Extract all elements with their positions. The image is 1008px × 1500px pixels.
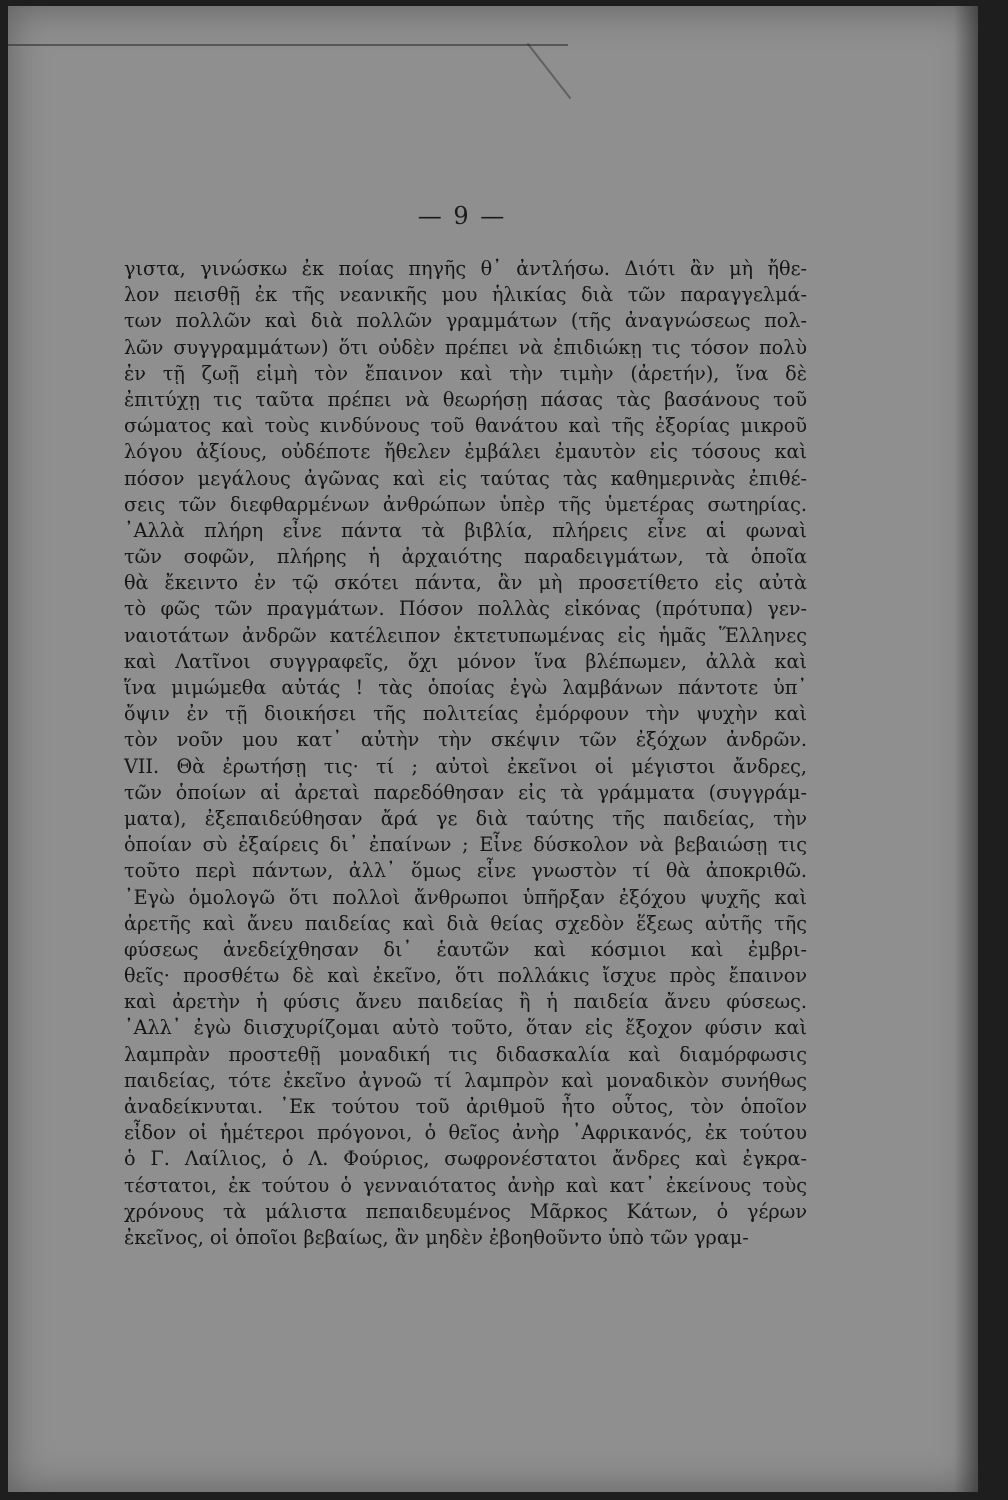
text-line: λῶν συγγραμμάτων) ὅτι οὐδὲν πρέπει νὰ ἐπιδιώκῃ τις τόσον πολὺ (124, 335, 807, 359)
text-line: ἵνα μιμώμεθα αὐτάς ! τὰς ὁποίας ἐγὼ λαμβάνων πάντοτε ὑπ᾽ (124, 676, 807, 699)
text-line: τῶν ὁποίων αἱ ἀρεταὶ παρεδόθησαν εἰς τὰ γράμματα (συγγράμ- (124, 780, 807, 804)
text-line: τῶν σοφῶν, πλήρης ἡ ἀρχαιότης παραδειγμάτων, τὰ ὁποῖα (124, 545, 807, 569)
text-line: ὁ Γ. Λαίλιος, ὁ Λ. Φούριος, σωφρονέστατοι ἄνδρες καὶ ἐγκρα- (124, 1147, 807, 1171)
text-line: τέστατοι, ἐκ τούτου ὁ γενναιότατος ἀνὴρ καὶ κατ᾽ ἐκείνους τοὺς (124, 1173, 807, 1197)
text-line: φύσεως ἀνεδείχθησαν δι᾽ ἑαυτῶν καὶ κόσμιοι καὶ ἐμβρι- (124, 937, 807, 961)
text-line: λόγου ἀξίους, οὐδέποτε ἤθελεν ἐμβάλει ἐμαυτὸν εἰς τόσους καὶ (124, 440, 807, 464)
text-line: θὰ ἔκειντο ἐν τῷ σκότει πάντα, ἂν μὴ προσετίθετο εἰς αὐτὰ (124, 571, 807, 595)
page-fold-mark (8, 44, 568, 46)
text-line: ᾽Αλλ᾽ ἐγὼ διισχυρίζομαι αὐτὸ τοῦτο, ὅταν εἰς ἔξοχον φύσιν καὶ (124, 1016, 807, 1040)
text-line: ματα), ἐξεπαιδεύθησαν ἄρά γε διὰ ταύτης τῆς παιδείας, τὴν (124, 806, 807, 830)
text-line: θεῖς· προσθέτω δὲ καὶ ἐκεῖνο, ὅτι πολλάκις ἴσχυε πρὸς ἔπαινον (124, 964, 807, 988)
text-line: ᾽Εγὼ ὁμολογῶ ὅτι πολλοὶ ἄνθρωποι ὑπῆρξαν ἐξόχου ψυχῆς καὶ (124, 885, 807, 909)
text-line: λον πεισθῇ ἐκ τῆς νεανικῆς μου ἡλικίας διὰ τῶν παραγγελμά- (124, 283, 807, 307)
page-number: — 9 — (417, 202, 507, 230)
text-line: παιδείας, τότε ἐκεῖνο ἀγνοῶ τί λαμπρὸν καὶ μοναδικὸν συνήθως (124, 1068, 807, 1092)
text-line: ἐν τῇ ζωῇ εἰμὴ τὸν ἔπαινον καὶ τὴν τιμὴν (ἀρετήν), ἵνα δὲ (124, 361, 807, 385)
text-line: εἶδον οἱ ἡμέτεροι πρόγονοι, ὁ θεῖος ἀνὴρ ᾽Αφρικανός, ἐκ τούτου (124, 1121, 807, 1145)
text-line: γιστα, γινώσκω ἐκ ποίας πηγῆς θ᾽ ἀντλήσω. Διότι ἂν μὴ ἤθε- (124, 257, 807, 280)
text-line: καὶ Λατῖνοι συγγραφεῖς, ὄχι μόνον ἵνα βλέπωμεν, ἀλλὰ καὶ (124, 649, 807, 673)
text-line: ναιοτάτων ἀνδρῶν κατέλειπον ἐκτετυπωμένας εἰς ἡμᾶς Ἕλληνες (124, 623, 807, 647)
text-line: πόσον μεγάλους ἀγῶνας καὶ εἰς ταύτας τὰς καθημερινὰς ἐπιθέ- (124, 466, 807, 490)
text-line: ἐκεῖνος, οἱ ὁποῖοι βεβαίως, ἂν μηδὲν ἐβοηθοῦντο ὑπὸ τῶν γραμ- (124, 1225, 749, 1249)
text-line: ἀναδείκνυται. ᾽Εκ τούτου τοῦ ἀριθμοῦ ἦτο οὗτος, τὸν ὁποῖον (124, 1095, 807, 1118)
text-line: ἀρετῆς καὶ ἄνευ παιδείας καὶ διὰ θείας σχεδὸν ἕξεως αὐτῆς τῆς (124, 911, 807, 935)
scanned-page (8, 6, 978, 1492)
text-line: τὸν νοῦν μου κατ᾽ αὐτὴν τὴν σκέψιν τῶν ἐξόχων ἀνδρῶν. (124, 728, 807, 752)
text-line: ὁποίαν σὺ ἐξαίρεις δι᾽ ἐπαίνων ; Εἶνε δύσκολον νὰ βεβαιώσῃ τις (124, 833, 807, 857)
text-line: τὸ φῶς τῶν πραγμάτων. Πόσον πολλὰς εἰκόνας (πρότυπα) γεν- (124, 597, 807, 621)
text-line: τοῦτο περὶ πάντων, ἀλλ᾽ ὅμως εἶνε γνωστὸν τί θὰ ἀποκριθῶ. (124, 859, 807, 883)
text-line: των πολλῶν καὶ διὰ πολλῶν γραμμάτων (τῆς ἀναγνώσεως πολ- (124, 309, 807, 333)
page-crease-mark (527, 43, 572, 99)
text-line: χρόνους τὰ μάλιστα πεπαιδευμένος Μᾶρκος Κάτων, ὁ γέρων (124, 1199, 807, 1223)
text-line: VII. Θὰ ἐρωτήσῃ τις· τί ; αὐτοὶ ἐκεῖνοι οἱ μέγιστοι ἄνδρες, (124, 754, 807, 778)
text-line: ἐπιτύχῃ τις ταῦτα πρέπει νὰ θεωρήσῃ πάσας τὰς βασάνους τοῦ (124, 387, 807, 411)
text-line: λαμπρὰν προστεθῇ μοναδική τις διδασκαλία καὶ διαμόρφωσις (124, 1042, 807, 1066)
body-text (124, 256, 807, 1251)
text-line: σώματος καὶ τοὺς κινδύνους τοῦ θανάτου καὶ τῆς ἐξορίας μικροῦ (124, 414, 807, 438)
page-edge-shadow (954, 6, 978, 1492)
text-line: σεις τῶν διεφθαρμένων ἀνθρώπων ὑπὲρ τῆς ὑμετέρας σωτηρίας. (124, 492, 807, 516)
text-line: ᾽Αλλὰ πλήρη εἶνε πάντα τὰ βιβλία, πλήρεις εἶνε αἱ φωναὶ (124, 518, 807, 542)
text-line: ὄψιν ἐν τῇ διοικήσει τῆς πολιτείας ἐμόρφουν τὴν ψυχὴν καὶ (124, 702, 807, 726)
text-line: καὶ ἀρετὴν ἡ φύσις ἄνευ παιδείας ἢ ἡ παιδεία ἄνευ φύσεως. (124, 990, 807, 1014)
